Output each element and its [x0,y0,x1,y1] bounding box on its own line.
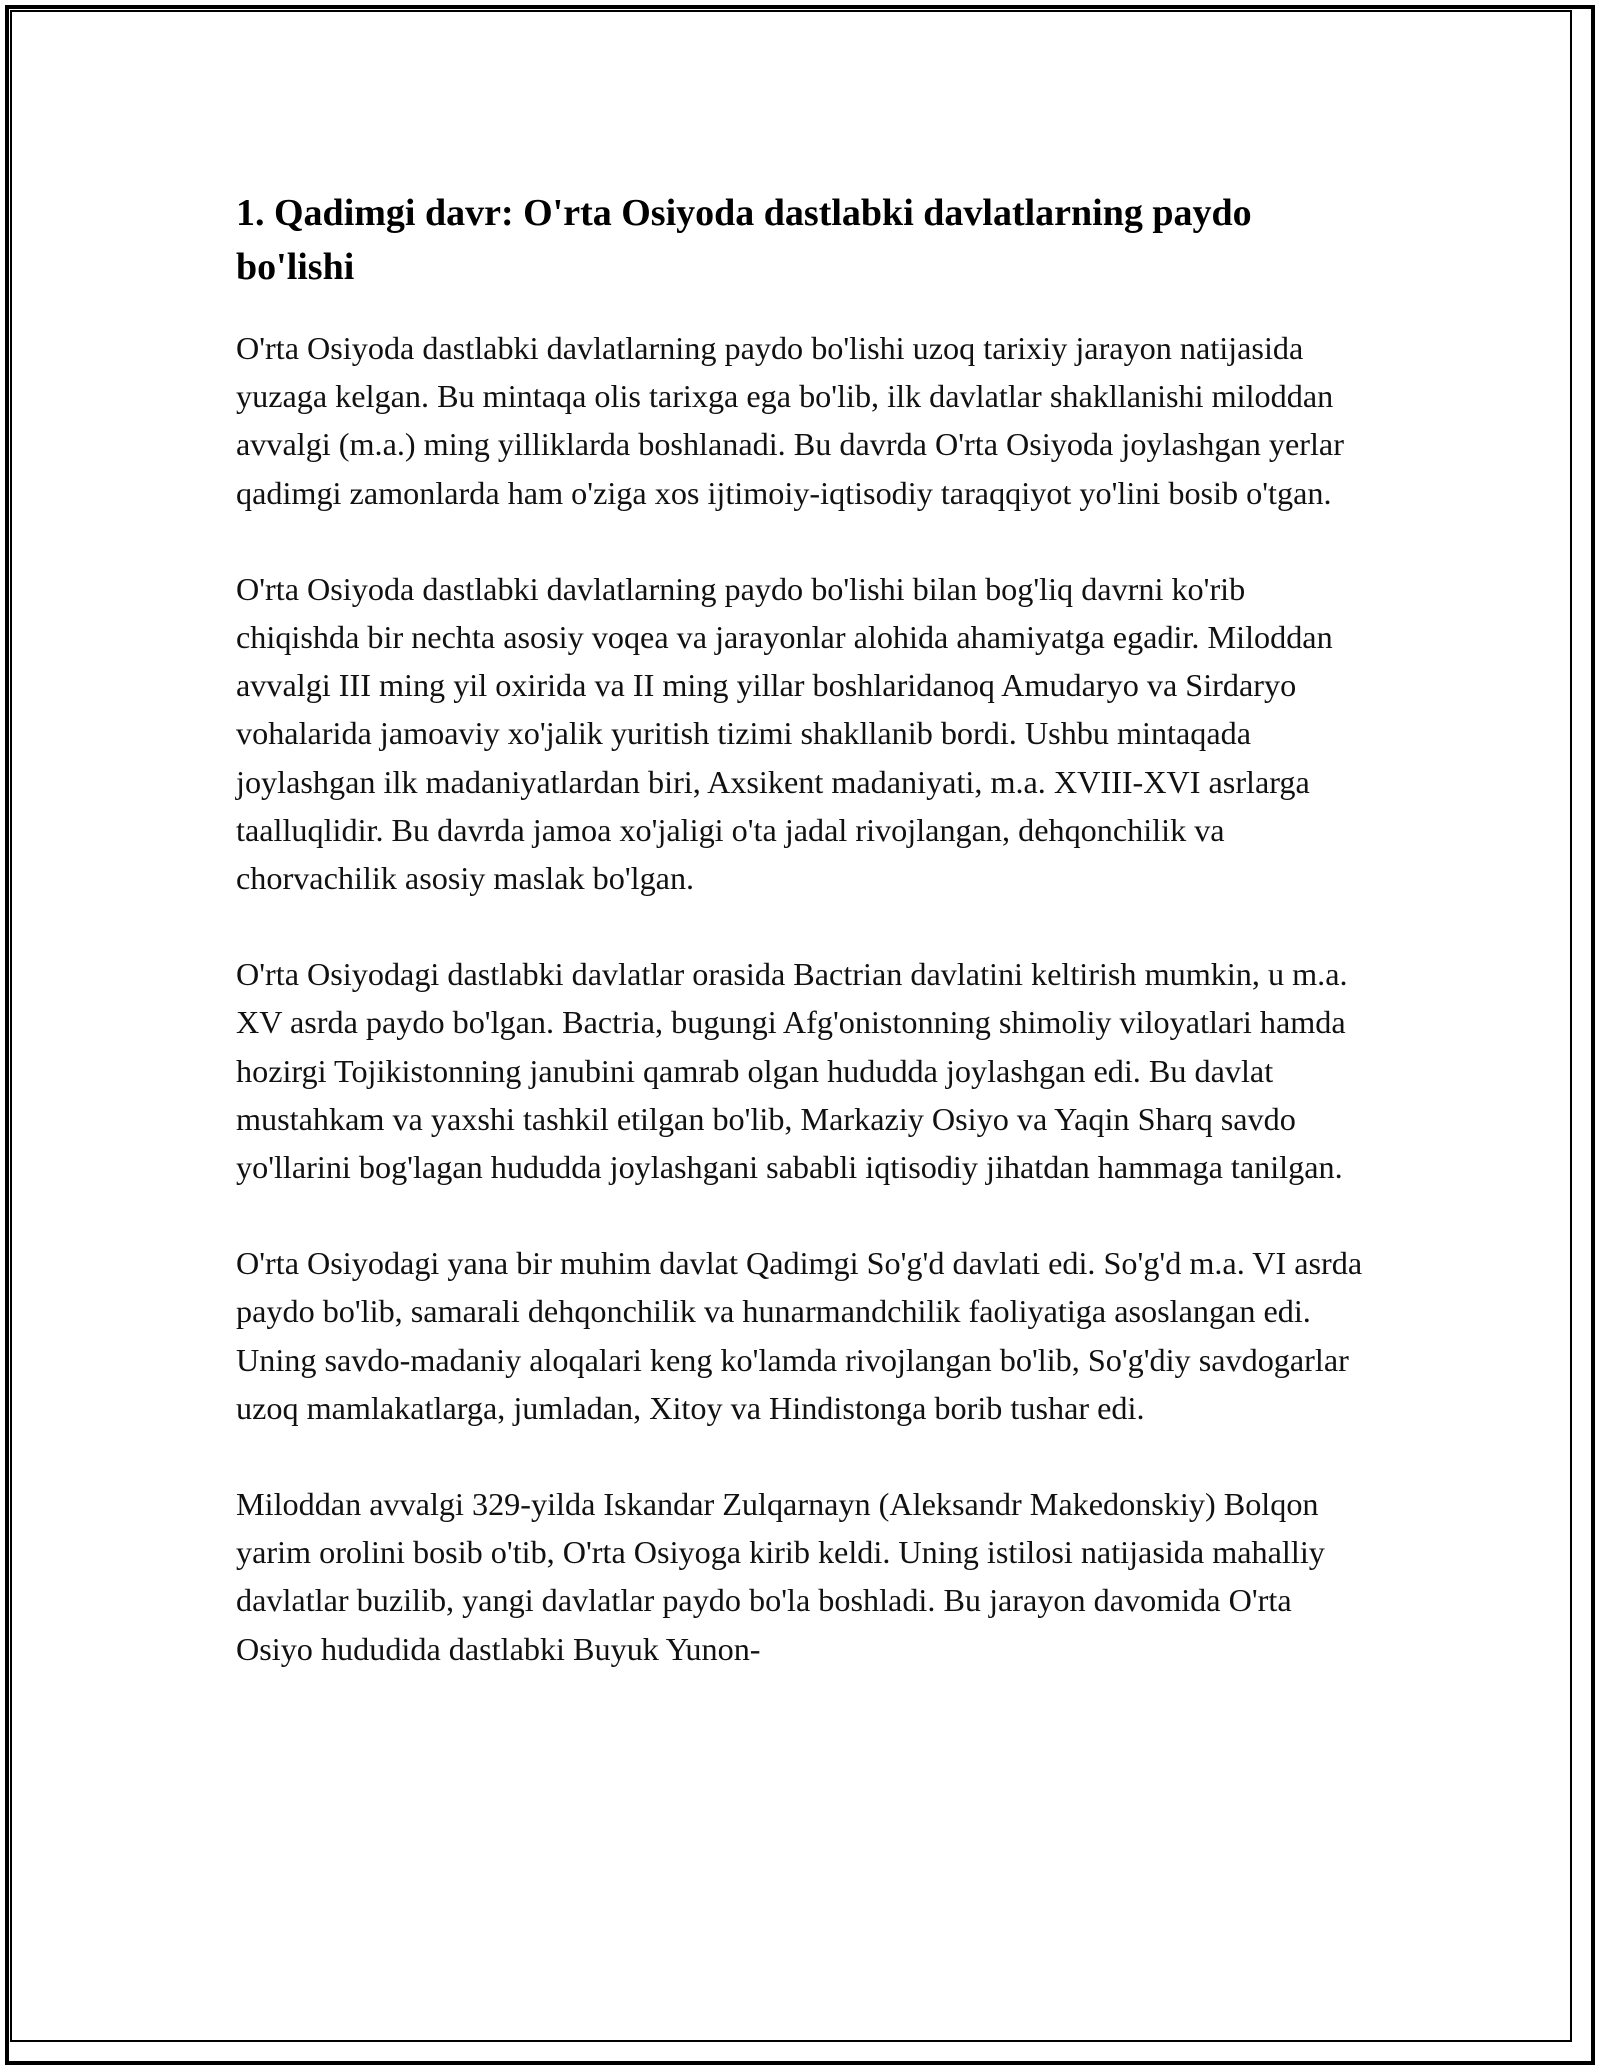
document-body [236,186,1366,1673]
paragraph-1: O'rta Osiyoda dastlabki davlatlarning paydo bo'lishi uzoq tarixiy jarayon natijasida yuzaga kelgan. Bu mintaqa olis tarixga ega bo'lib, ilk davlatlar shakllanishi miloddan avvalgi (m.a.) ming yilliklarda boshlanadi. Bu davrda O'rta Osiyoda joylashgan yerlar qadimgi zamonlarda ham o'ziga xos ijtimoiy-iqtisodiy taraqqiyot yo'lini bosib o'tgan. [236,330,1344,511]
paragraph-2: O'rta Osiyoda dastlabki davlatlarning paydo bo'lishi bilan bog'liq davrni ko'rib chiqishda bir nechta asosiy voqea va jarayonlar alohida ahamiyatga egadir. Miloddan avvalgi III ming yil oxirida va II ming yillar boshlaridanoq Amudaryo va Sirdaryo vohalarida jamoaviy xo'jalik yuritish tizimi shakllanib bordi. Ushbu mintaqada joylashgan ilk madaniyatlardan biri, Axsikent madaniyati, m.a. XVIII-XVI asrlarga taalluqlidir. Bu davrda jamoa xo'jaligi o'ta jadal rivojlangan, dehqonchilik va chorvachilik asosiy maslak bo'lgan. [236,570,1333,897]
paragraph-3: O'rta Osiyodagi dastlabki davlatlar orasida Bactrian davlatini keltirish mumkin, u m.a. XV asrda paydo bo'lgan. Bactria, bugungi Afg'onistonning shimoliy viloyatlari hamda hozirgi Tojikistonning janubini qamrab olgan hududda joylashgan edi. Bu davlat mustahkam va yaxshi tashkil etilgan bo'lib, Markaziy Osiyo va Yaqin Sharq savdo yo'llarini bog'lagan hududda joylashgani sababli iqtisodiy jihatdan hammaga tanilgan. [236,956,1348,1186]
paragraph-5: Miloddan avvalgi 329-yilda Iskandar Zulqarnayn (Aleksandr Makedonskiy) Bolqon yarim orolini bosib o'tib, O'rta Osiyoga kirib keldi. Uning istilosi natijasida mahalliy davlatlar buzilib, yangi davlatlar paydo bo'la boshladi. Bu jarayon davomida O'rta Osiyo hududida dastlabki Buyuk Yunon- [236,1486,1325,1667]
paragraph-4: O'rta Osiyodagi yana bir muhim davlat Qadimgi So'g'd davlati edi. So'g'd m.a. VI asrda paydo bo'lib, samarali dehqonchilik va hunarmandchilik faoliyatiga asoslangan edi. Uning savdo-madaniy aloqalari keng ko'lamda rivojlangan bo'lib, So'g'diy savdogarlar uzoq mamlakatlarga, jumladan, Xitoy va Hindistonga borib tushar edi. [236,1245,1363,1426]
section-heading: 1. Qadimgi davr: O'rta Osiyoda dastlabki davlatlarning paydo bo'lishi [236,192,1252,288]
